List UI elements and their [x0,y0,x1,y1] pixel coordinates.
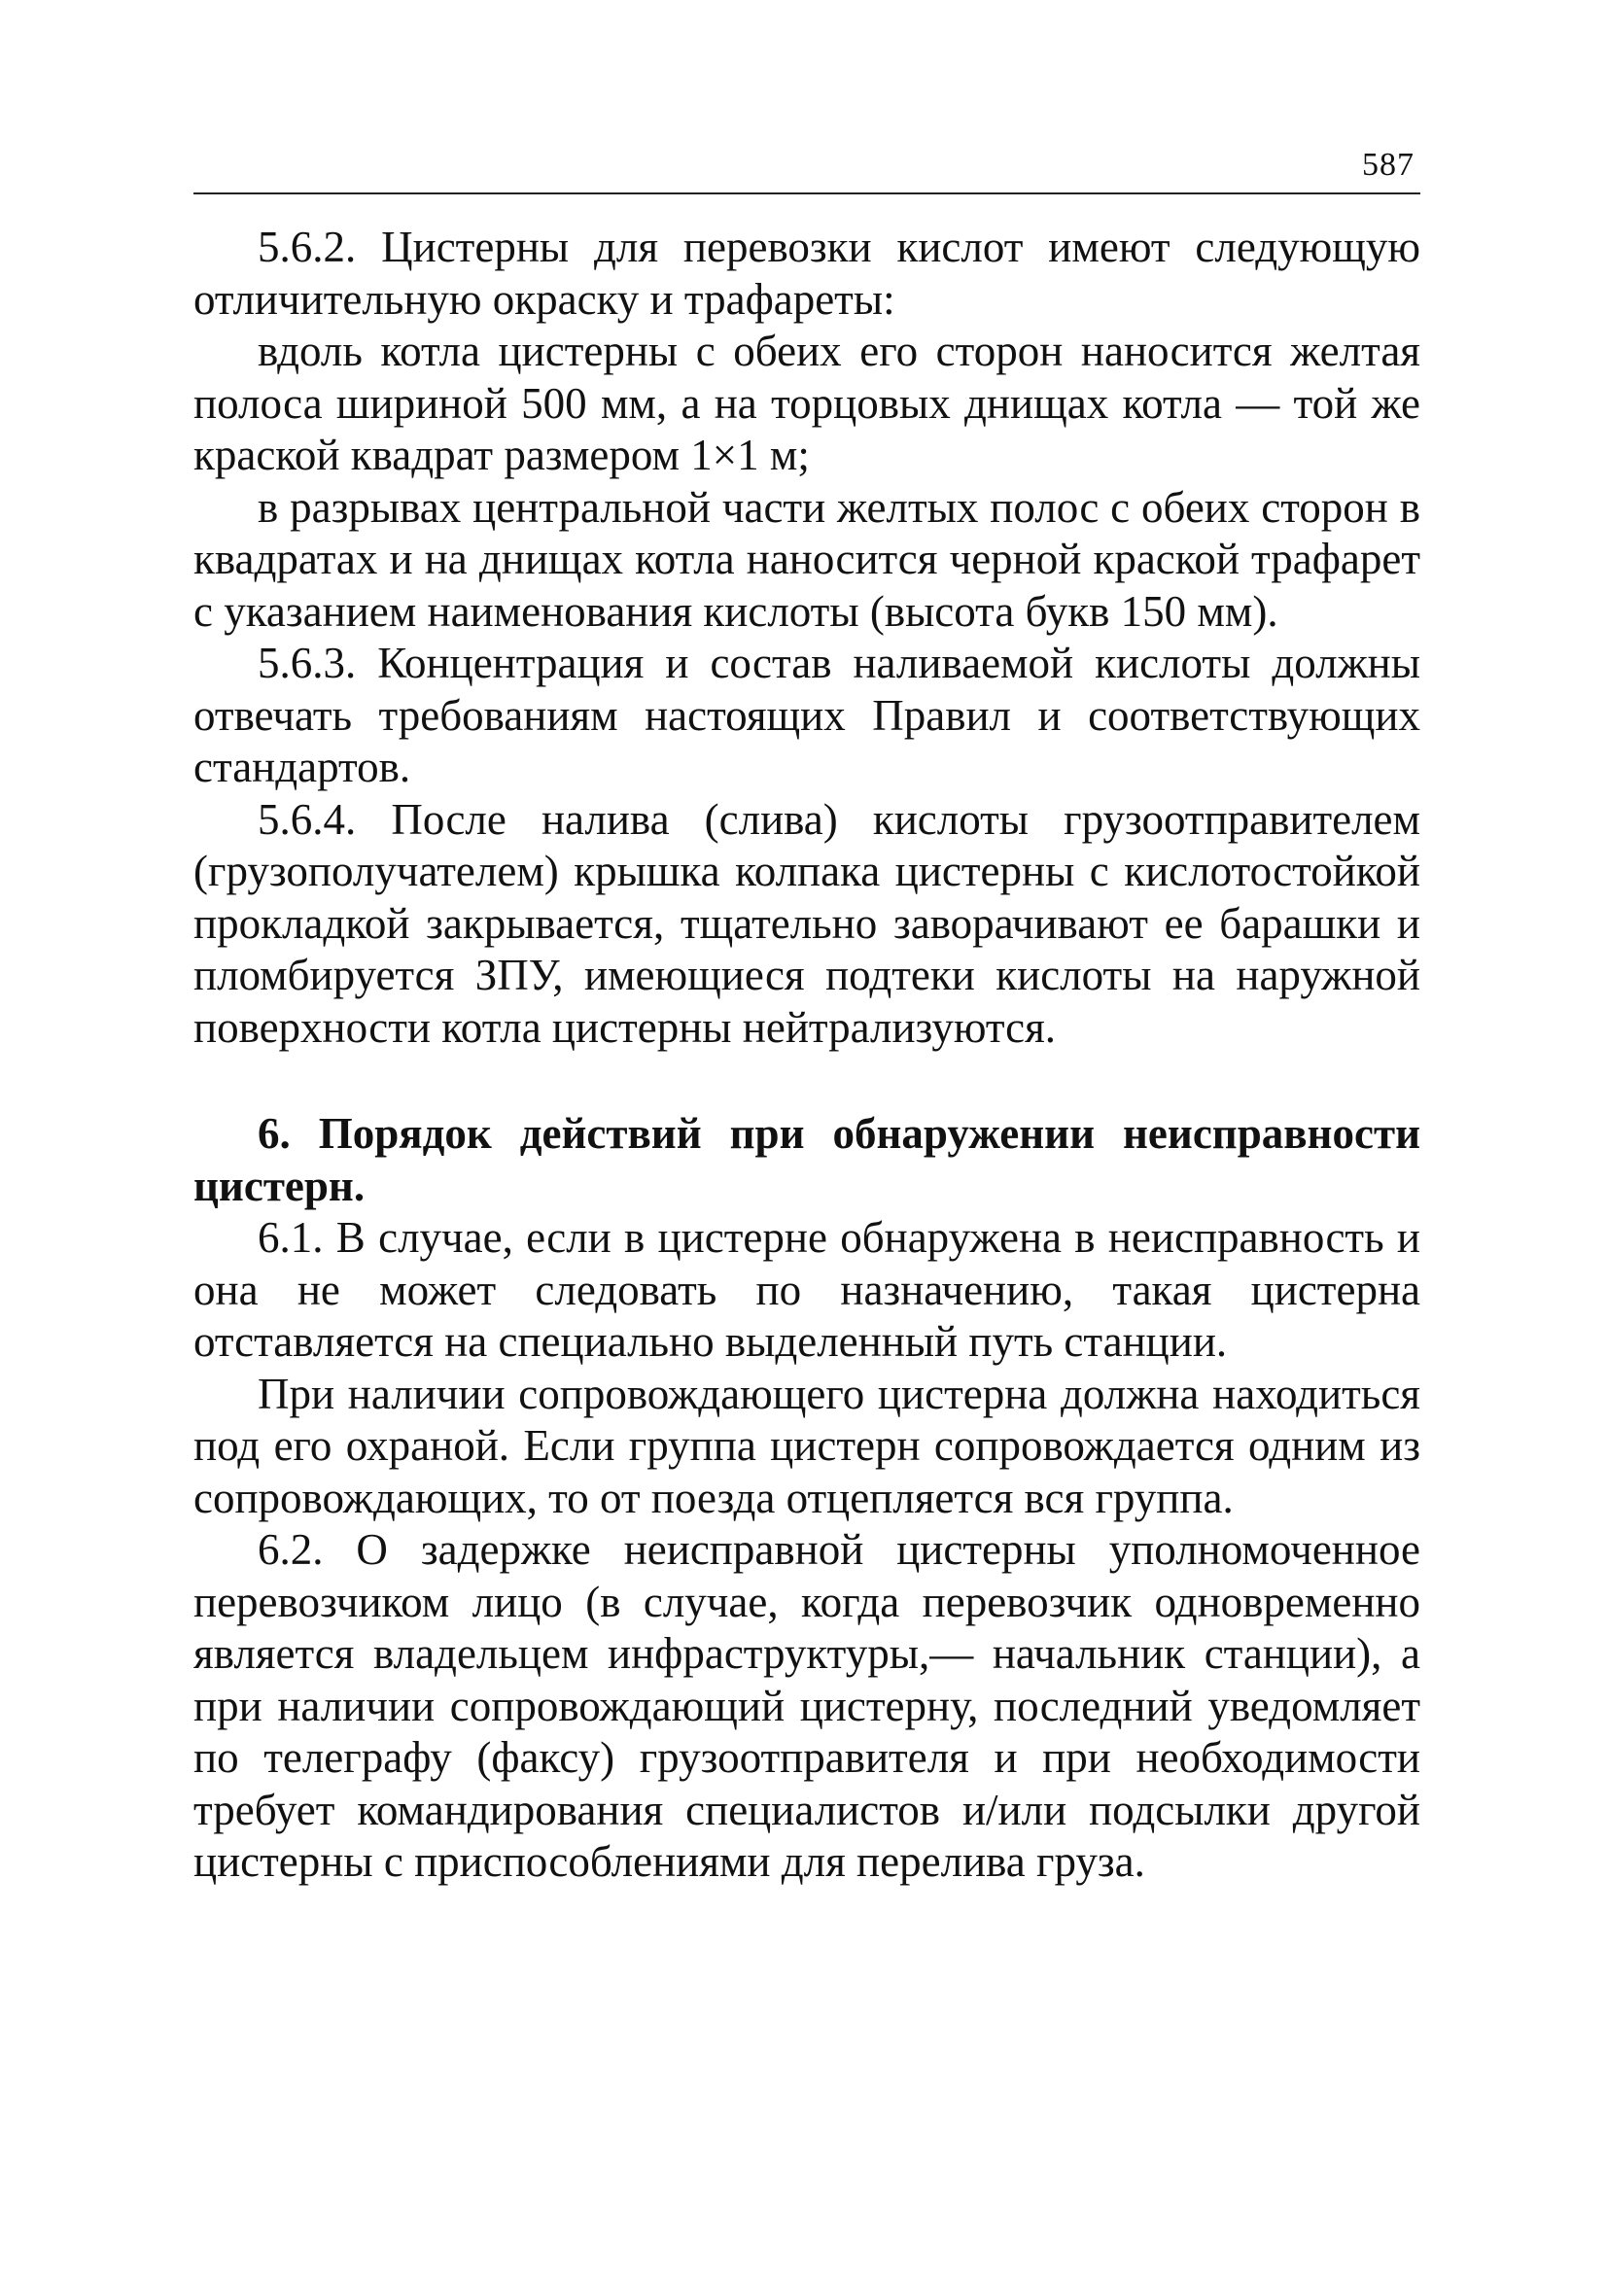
paragraph-yellow-stripe: вдоль котла цистерны с обеих его сторон наносится желтая полоса шириной 500 мм, а на торцовых днищах котла — той же краской квадрат размером 1×1 м; [193,327,1420,479]
paragraph-6-1: 6.1. В случае, если в цистерне обнаружена в неисправность и она не может следовать по назначению, такая цистерна отставляется на специально выделенный путь станции. [193,1213,1420,1366]
paragraph-6-2: 6.2. О задержке неисправной цистерны уполномоченное перевозчиком лицо (в случае, когда перевозчик одновременно является владельцем инфраструктуры,— начальник станции), а при наличии сопровождающий цистерну, последний уведомляет по телеграфу (факсу) грузоотправителя и при необходимости требует командирования специалистов и/или подсылки другой цистерны с приспособлениями для перелива груза. [193,1525,1420,1886]
paragraph-stencil: в разрывах центральной части желтых полос с обеих сторон в квадратах и на днищах котла наносится черной краской трафарет с указанием наименования кислоты (высота букв 150 мм). [193,482,1420,636]
paragraph-5-6-2: 5.6.2. Цистерны для перевозки кислот имеют следующую отличительную окраску и трафареты: [193,223,1420,324]
header-divider [193,192,1420,194]
paragraph-5-6-3: 5.6.3. Концентрация и состав наливаемой кислоты должны отвечать требованиям настоящих Правил и соответствующих стандартов. [193,639,1420,791]
page-body [193,222,1420,1889]
paragraph-5-6-4: 5.6.4. После налива (слива) кислоты грузоотправителем (грузополучателем) крышка колпака цистерны с кислотостойкой прокладкой закрывается, тщательно заворачивают ее барашки и пломбируется ЗПУ, имеющиеся подтеки кислоты на наружной поверхности котла цистерны нейтрализуются. [193,794,1420,1052]
page-number: 587 [1362,147,1415,183]
paragraph-escort: При наличии сопровождающего цистерна должна находиться под его охраной. Если группа цистерн сопровождается одним из сопровождающих, то от поезда отцепляется вся группа. [193,1369,1420,1522]
section-heading-6: 6. Порядок действий при обнаружении неисправности цистерн. [193,1109,1420,1210]
document-page [193,0,1420,2296]
